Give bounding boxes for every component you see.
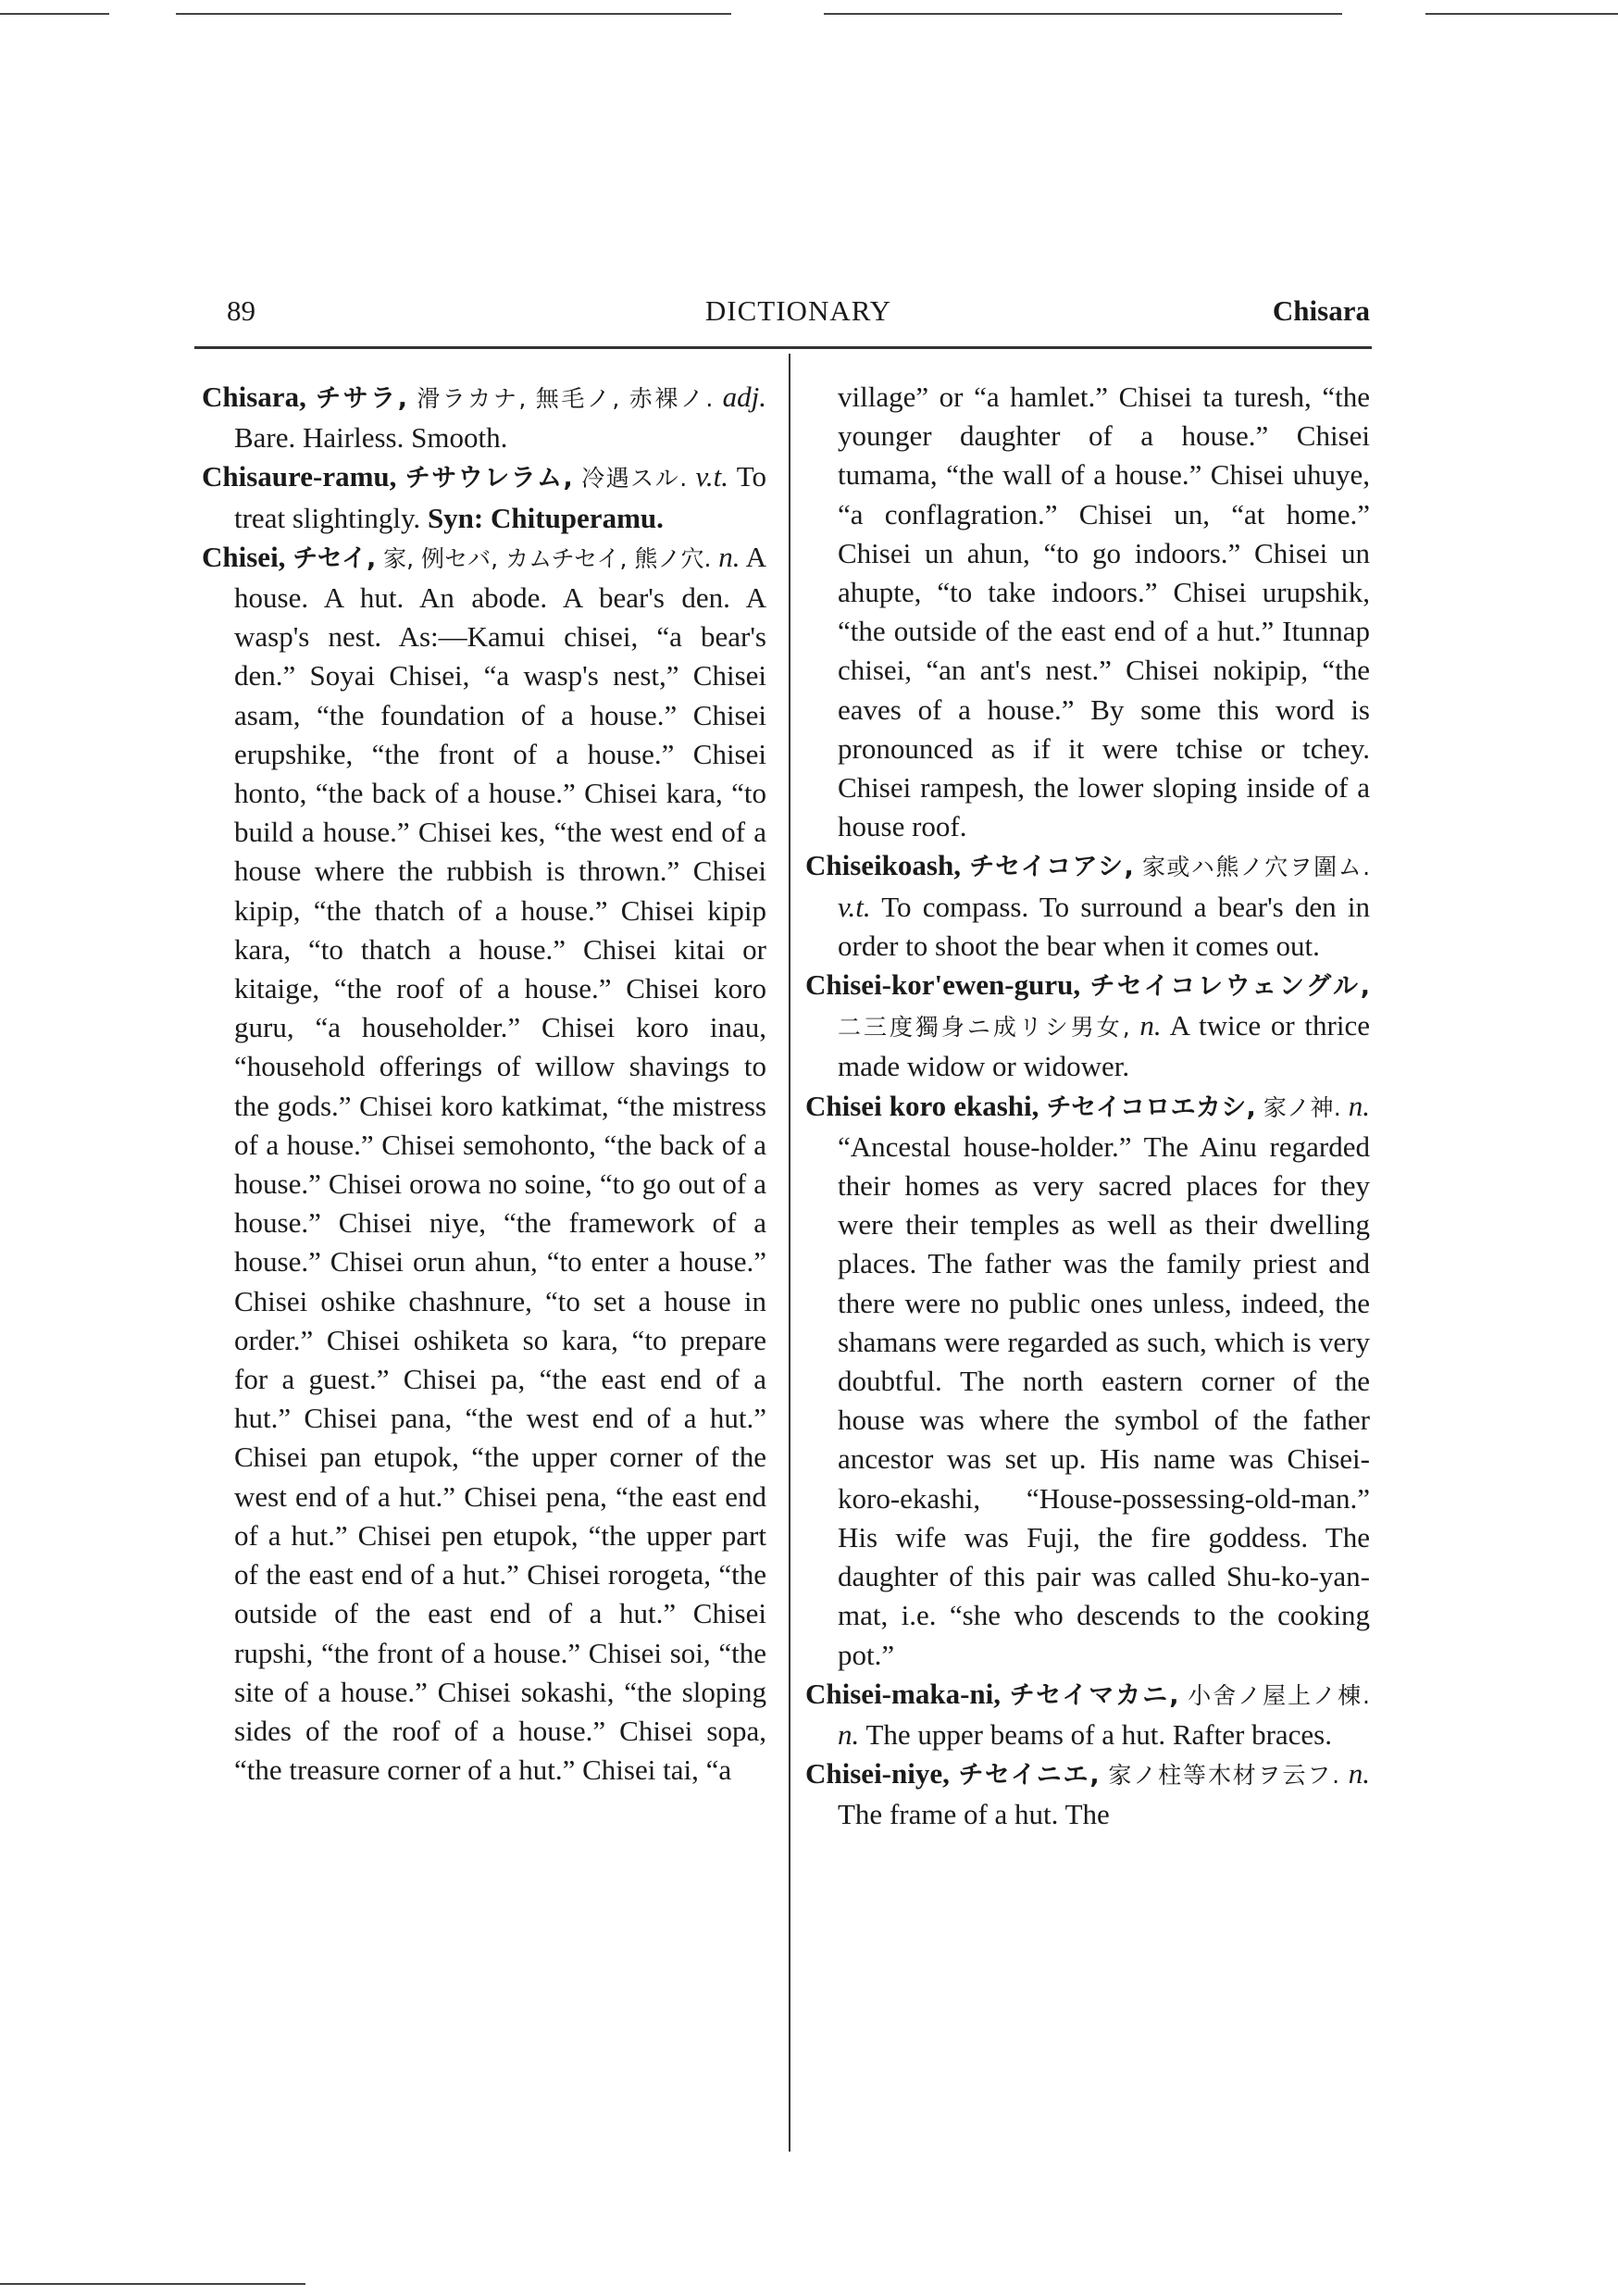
kanji-gloss: 滑ラカナ, 無毛ノ, 赤裸ノ. (417, 385, 714, 412)
definition: “Ancestal house-holder.” The Ainu regarded their homes as very sacred places for they were their temples as well as their dwelling places. The father was the family priest and there were no public ones unless, indeed, the shamans were regarded as such, which is very doubtful. The north eastern corner of the house was where the symbol of the father ancestor was set up. His name was Chisei-koro-ekashi, “House-possessing-old-man.” His wife was Fuji, the fire goddess. The daughter of this pair was called Shu-ko-yan-mat, i.e. “she who descends to the cooking pot.” (838, 1129, 1370, 1671)
katakana: チセイコロエカシ, (1046, 1092, 1256, 1122)
definition: A house. A hut. An abode. A bear's den. A wasp's nest. As:—Kamui chisei, “a bear's den.” Soyai Chisei, “a wasp's nest,” Chisei asam, “the foundation of a house.” Chisei erupshike, “the front of a house.” Chisei honto, “the back of a house.” Chisei kara, “to build a house.” Chisei kes, “the west end of a house where the rubbish is thrown.” Chisei kipip, “the thatch of a house.” Chisei kipip kara, “to thatch a house.” Chisei kitai or kitaige, “the roof of a house.” Chisei koro guru, “a householder.” Chisei koro inau, “household offerings of willow shavings to the gods.” Chisei koro katkimat, “the mistress of a house.” Chisei semohonto, “the back of a house.” Chisei orowa no soine, “to go out of a house.” Chisei niye, “the framework of a house.” Chisei orun ahun, “to enter a house.” Chisei oshike chashnure, “to set a house in order.” Chisei oshiketa so kara, “to prepare for a guest.” Chisei pa, “the east end of a hut.” Chisei pana, “the west end of a hut.” Chisei pan etupok, “the upper corner of the west end of a hut.” Chisei pena, “the east end of a hut.” Chisei pen etupok, “the upper part of the east end of a hut.” Chisei rorogeta, “the outside of the east end of a hut.” Chisei rupshi, “the front of a house.” Chisei soi, “the site of a house.” Chisei sokashi, “the sloping sides of the roof of a house.” Chisei sopa, “the treasure corner of a hut.” Chisei tai, “a (234, 540, 767, 1787)
header-rule (194, 346, 1372, 349)
top-rule-right (1425, 13, 1618, 15)
katakana: チセイコレウェングル, (1089, 972, 1371, 1002)
katakana: チセイマカニ, (1009, 1680, 1179, 1710)
entry-chisei-kor-ewen-guru (805, 966, 1370, 1087)
part-of-speech: n. (838, 1717, 860, 1751)
headword: Chisei koro ekashi, (805, 1089, 1039, 1122)
top-rule-center-right (824, 13, 1342, 15)
entry-chisara (202, 378, 766, 457)
bottom-rule (0, 2283, 305, 2285)
top-rule-center-left (176, 13, 731, 15)
guide-word: Chisara (1272, 294, 1370, 327)
headword: Chisei-niye, (805, 1757, 950, 1791)
entry-chisei-koro-ekashi (805, 1087, 1370, 1675)
headword: Chisei-kor'ewen-guru, (805, 968, 1081, 1002)
part-of-speech: n. (1348, 1089, 1371, 1122)
entry-chisaure-ramu (202, 457, 766, 537)
part-of-speech: n. (718, 540, 741, 573)
headword: Chisei-maka-ni, (805, 1677, 1001, 1710)
kanji-gloss: 家或ハ熊ノ穴ヲ圍ム. (1141, 854, 1371, 881)
entry-chisei-continued: village” or “a hamlet.” Chisei ta turesh, “the younger daughter of a house.” Chisei tumama, “the wall of a house.” Chisei uhuye, “a conflagration.” Chisei un, “at home.” Chisei un ahun, “to go indoors.” Chisei un ahupte, “to take indoors.” Chisei urupshik, “the outside of the east end of a hut.” Itunnap chisei, “an ant's nest.” Chisei nokipip, “the eaves of a house.” By some this word is pronounced as if it were tchise or tchey. Chisei rampesh, the lower sloping inside of a house roof. (838, 381, 1370, 843)
part-of-speech: v.t. (838, 890, 871, 923)
synonym-label: Syn: (427, 501, 484, 534)
entry-chisei (202, 538, 766, 1791)
katakana: チセイコアシ, (969, 853, 1134, 882)
kanji-gloss: 二三度獨身ニ成リシ男女, (838, 1014, 1130, 1042)
part-of-speech: v.t. (695, 460, 729, 493)
part-of-speech: n. (1139, 1009, 1162, 1042)
katakana: チサラ, (316, 384, 407, 413)
definition: To compass. To surround a bear's den in order to shoot the bear when it comes out. (838, 890, 1370, 962)
katakana: チセイニエ, (958, 1761, 1100, 1791)
top-rule-left (0, 13, 109, 15)
left-column (202, 378, 766, 1790)
kanji-gloss: 小舍ノ屋上ノ棟. (1188, 1681, 1371, 1709)
entry-chiseikoash (805, 846, 1370, 966)
katakana: チセイ, (292, 543, 377, 573)
entry-chisei-niye (805, 1754, 1370, 1834)
page-number: 89 (227, 294, 255, 327)
kanji-gloss: 家ノ柱等木材ヲ云フ. (1108, 1762, 1340, 1790)
running-title: DICTIONARY (704, 294, 892, 327)
kanji-gloss: 家, 例セバ, カムチセイ, 熊ノ穴. (383, 544, 712, 572)
column-divider (789, 354, 790, 2152)
definition: The frame of a hut. The (838, 1798, 1110, 1831)
definition: The upper beams of a hut. Rafter braces. (865, 1717, 1332, 1751)
entry-chisei-maka-ni (805, 1675, 1370, 1754)
right-column (805, 378, 1370, 1835)
headword: Chisei, (202, 540, 286, 573)
definition: A twice or thrice made widow or widower. (838, 1009, 1371, 1083)
synonym: Chituperamu. (491, 501, 664, 534)
headword: Chiseikoash, (805, 849, 961, 882)
headword: Chisaure-ramu, (202, 460, 397, 493)
part-of-speech: n. (1348, 1757, 1371, 1791)
katakana: チサウレラム, (404, 464, 573, 493)
kanji-gloss: 家ノ神. (1263, 1093, 1341, 1121)
definition: Bare. Hairless. Smooth. (234, 421, 508, 455)
definition: To treat slightingly. (234, 460, 767, 534)
headword: Chisara, (202, 381, 306, 413)
page-header (227, 294, 1370, 341)
kanji-gloss: 冷遇スル. (581, 465, 688, 493)
part-of-speech: adj. (722, 381, 766, 413)
